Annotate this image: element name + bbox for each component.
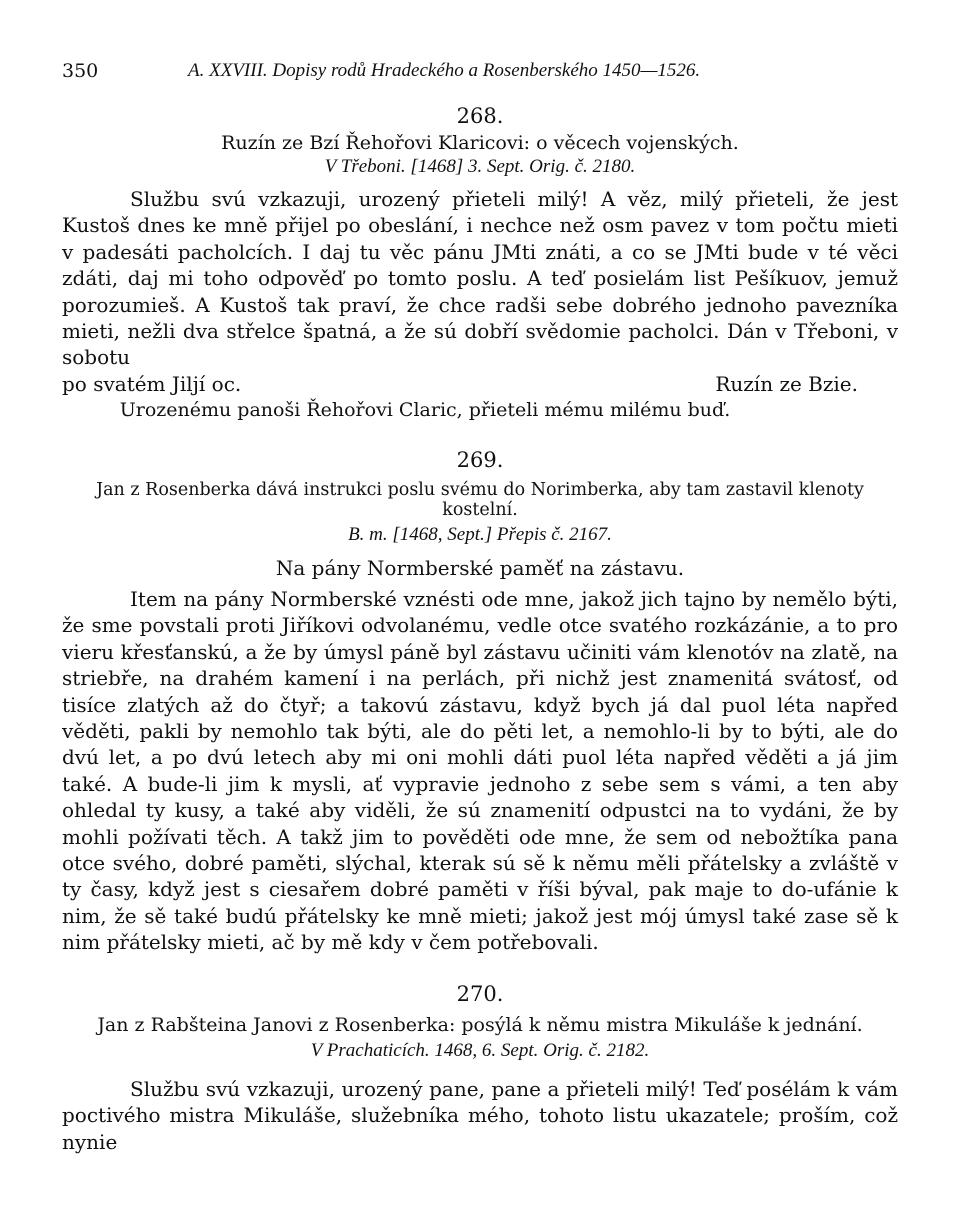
- letter-number: 268.: [456, 104, 504, 128]
- letter-source: B. m. [1468, Sept.] Přepis č. 2167.: [348, 524, 612, 545]
- running-title: A. XXVIII. Dopisy rodů Hradeckého a Rosenberského 1450—1526.: [188, 60, 701, 81]
- letter-summary: Jan z Rabšteina Janovi z Rosenberka: posýlá k němu mistra Mikuláše k jednání.: [97, 1014, 863, 1036]
- letter-270: [62, 982, 898, 1155]
- letter-number: 270.: [456, 982, 504, 1006]
- letter-source: V Třeboni. [1468] 3. Sept. Orig. č. 2180.: [324, 156, 636, 177]
- running-header: [62, 60, 898, 90]
- letter-269: [62, 448, 898, 956]
- letter-number: 269.: [456, 448, 504, 472]
- letter-closing: po svatém Jiljí oc.: [62, 371, 242, 396]
- letter-summary: Ruzín ze Bzí Řehořovi Klaricovi: o věcech vojenských.: [221, 132, 739, 154]
- section-title: Na pány Normberské paměť na zástavu.: [275, 556, 685, 580]
- letter-268: [62, 104, 898, 421]
- letter-text: Službu svú vzkazuji, urozený přieteli milý! A věz, milý přieteli, že jest Kustoš dnes ke mně přijel po obeslání, i nechce než osm pavez v tom počtu mieti v padesáti pacholcích. I daj tu věc pánu JMti znáti, a co se JMti bude v té věci zdáti, daj mi toho odpověď po tomto poslu. A teď posielám list Pešíkuov, jemuž porozumieš. A Kustoš tak praví, že chce radši sebe dobrého jednoho pavezníka mieti, nežli dva střelce špatná, a že sú dobří svědomie pacholci. Dán v Třeboni, v sobotu: [62, 187, 898, 370]
- closing-line: [62, 371, 898, 397]
- letter-address: Urozenému panoši Řehořovi Claric, přieteli mému milému buď.: [119, 399, 731, 422]
- page-number: 350: [62, 60, 99, 82]
- letter-signature: Ruzín ze Bzie.: [715, 371, 858, 396]
- letter-text: Item na pány Normberské vznésti ode mne, jakož jich tajno by nemělo býti, že sme povstali proti Jiříkovi odvolanému, vedle otce svatého rozkázánie, a to pro vieru křesťanskú, a že by úmysl páně byl zástavu učiniti vám klenotóv na zlatě, na striebře, na drahém kamení i na perlách, při nichž jest znamenitá svátosť, od tisíce zlatých až do čtyř; a takovú zástavu, když bych já dal puol léta napřed věděti, pakli by nemohlo tak býti, ale do pěti let, a nemohlo-li by to býti, ale do dvú let, a po dvú letech aby mi oni mohli dáti puol léta napřed věděti a já jim také. A bude-li jim k mysli, ať vypravie jednoho z sebe sem s vámi, a ten aby ohledal ty kusy, a také aby viděli, že sú znamenití odpustci na to vydáni, že by mohli požívati těch. A takž jim to pověděti ode mne, že sem od nebožtíka pana otce svého, dobré paměti, slýchal, kterak sú sě k němu měli přátelsky a zvláště v ty časy, když jest s ciesařem dobré paměti v říši býval, pak maje to do-ufánie k nim, že sě také budú přátelsky ke mně mieti; jakož jest mój úmysl také zase sě k nim přátelsky mieti, ač by mě kdy v čem potřebovali.: [62, 587, 898, 955]
- letter-source: V Prachaticích. 1468, 6. Sept. Orig. č. 2182.: [310, 1040, 650, 1061]
- letter-summary: Jan z Rosenberka dává instrukci poslu svému do Norimberka, aby tam zastavil klenoty kostelní.: [96, 480, 864, 520]
- letter-text: Službu svú vzkazuji, urozený pane, pane a přieteli milý! Teď posélám k vám poctivého mistra Mikuláše, služebníka mého, tohoto listu ukazatele; proším, což nynie: [62, 1077, 898, 1154]
